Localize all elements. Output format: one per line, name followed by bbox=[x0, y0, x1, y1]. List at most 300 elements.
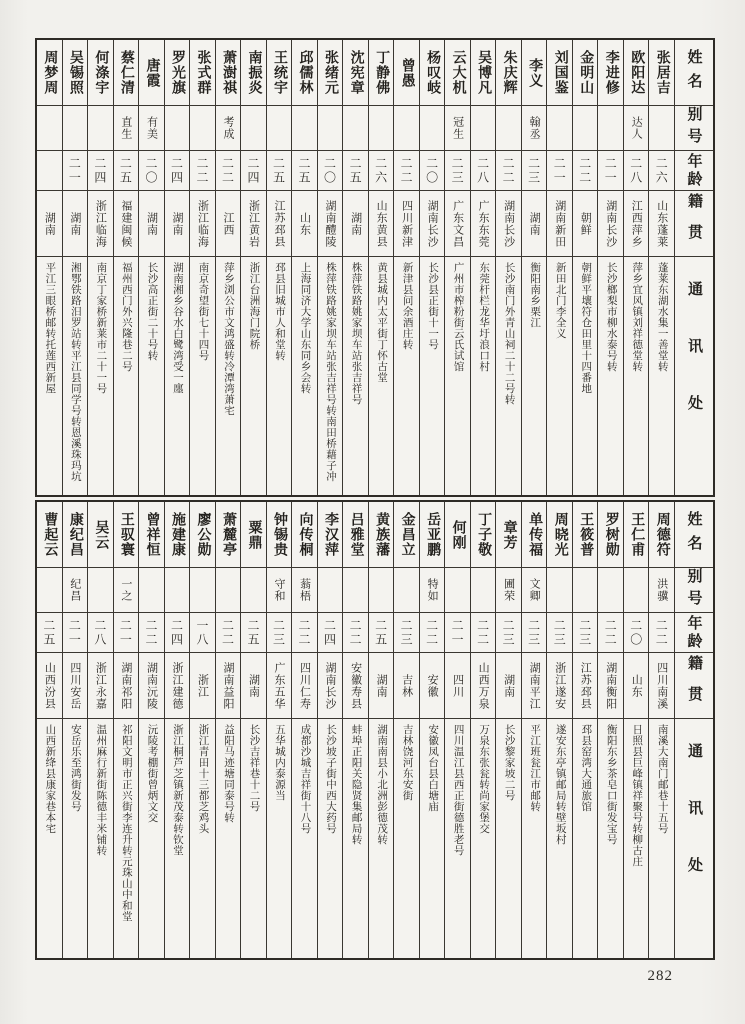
header-native: 籍贯 bbox=[675, 191, 713, 257]
header-column bbox=[675, 502, 713, 958]
person-column bbox=[522, 502, 548, 958]
person-address: 衡阳东乡茶皂口街发宝号 bbox=[605, 724, 617, 845]
person-name: 罗树勋 bbox=[598, 502, 623, 568]
person-age: 二二 bbox=[139, 613, 164, 653]
person-native-place: 湖南益阳 bbox=[216, 653, 241, 719]
table-section-bottom bbox=[35, 500, 715, 960]
person-address: 益阳马迹塘同泰号转 bbox=[222, 724, 234, 823]
person-native-place: 湖南 bbox=[241, 653, 266, 719]
person-column bbox=[369, 40, 395, 495]
person-name: 吴锡照 bbox=[63, 40, 88, 106]
person-alias bbox=[63, 106, 88, 151]
person-alias bbox=[241, 568, 266, 613]
person-address: 平江班瓮江市邮转 bbox=[529, 724, 541, 812]
person-column bbox=[394, 502, 420, 958]
person-address: 浙江桐芦芝镇新茂泰转钦堂 bbox=[171, 724, 183, 856]
person-native-place: 浙江黄岩 bbox=[241, 191, 266, 257]
person-column bbox=[292, 40, 318, 495]
person-alias bbox=[649, 106, 674, 151]
person-native-place: 山西万泉 bbox=[471, 653, 496, 719]
person-column bbox=[445, 40, 471, 495]
person-alias: 特如 bbox=[420, 568, 445, 613]
person-alias bbox=[573, 106, 598, 151]
person-native-place: 山东蓬莱 bbox=[649, 191, 674, 257]
person-age: 二三 bbox=[522, 151, 547, 191]
person-native-place: 四川 bbox=[445, 653, 470, 719]
header-alias: 别号 bbox=[675, 568, 713, 613]
person-native-place: 湖南祁阳 bbox=[114, 653, 139, 719]
person-age: 二三 bbox=[496, 613, 521, 653]
person-address: 沅陵考棚街曾炳文交 bbox=[146, 724, 158, 823]
person-name: 罗光旗 bbox=[165, 40, 190, 106]
person-age: 二〇 bbox=[318, 151, 343, 191]
person-column bbox=[420, 40, 446, 495]
person-age: 一八 bbox=[190, 613, 215, 653]
person-column bbox=[496, 40, 522, 495]
person-native-place: 湖南新田 bbox=[547, 191, 572, 257]
person-name: 周梦周 bbox=[37, 40, 62, 106]
person-age: 二三 bbox=[267, 613, 292, 653]
directory-table bbox=[35, 38, 715, 960]
person-age: 二一 bbox=[445, 613, 470, 653]
person-name: 康纪昌 bbox=[63, 502, 88, 568]
person-name: 曾祥恒 bbox=[139, 502, 164, 568]
person-alias bbox=[165, 106, 190, 151]
person-column bbox=[139, 502, 165, 958]
person-alias bbox=[190, 106, 215, 151]
person-column bbox=[573, 40, 599, 495]
person-alias bbox=[37, 568, 62, 613]
person-alias bbox=[394, 106, 419, 151]
person-column bbox=[190, 502, 216, 958]
person-alias: 圃荣 bbox=[496, 568, 521, 613]
person-native-place: 湖南长沙 bbox=[598, 191, 623, 257]
person-address: 新津县问余酒庄转 bbox=[401, 262, 413, 350]
person-age: 二二 bbox=[394, 151, 419, 191]
person-name: 王驭寰 bbox=[114, 502, 139, 568]
person-age: 二八 bbox=[88, 613, 113, 653]
person-name: 刘国鉴 bbox=[547, 40, 572, 106]
person-age: 二一 bbox=[114, 613, 139, 653]
person-age: 二〇 bbox=[624, 613, 649, 653]
person-address: 祁阳文明市正兴街李连升转元珠山中和堂 bbox=[120, 724, 132, 922]
person-alias bbox=[343, 568, 368, 613]
person-name: 邱儒林 bbox=[292, 40, 317, 106]
person-name: 黄族藩 bbox=[369, 502, 394, 568]
person-column bbox=[190, 40, 216, 495]
person-address: 萍乡宜风镇刘祥德堂转 bbox=[631, 262, 643, 372]
person-address: 吉林饶河东安街 bbox=[401, 724, 413, 801]
person-column bbox=[165, 40, 191, 495]
person-column bbox=[420, 502, 446, 958]
person-column bbox=[598, 40, 624, 495]
header-age: 年龄 bbox=[675, 613, 713, 653]
person-column bbox=[165, 502, 191, 958]
person-column bbox=[471, 502, 497, 958]
person-column bbox=[37, 40, 63, 495]
person-column bbox=[471, 40, 497, 495]
person-address: 湘鄂铁路汨罗站转平江县同学号转恩溪珠玛坑 bbox=[69, 262, 81, 482]
person-column bbox=[88, 502, 114, 958]
person-native-place: 湖南 bbox=[522, 191, 547, 257]
person-age: 二五 bbox=[292, 151, 317, 191]
person-name: 萧澍祺 bbox=[216, 40, 241, 106]
person-address: 温州麻行新街陈德丰米铺转 bbox=[95, 724, 107, 856]
person-alias bbox=[420, 106, 445, 151]
person-name: 欧阳达 bbox=[624, 40, 649, 106]
person-column bbox=[318, 40, 344, 495]
header-column bbox=[675, 40, 713, 495]
person-address: 湖南南县小北洲彭德茂转 bbox=[376, 724, 388, 845]
person-age: 二二 bbox=[420, 613, 445, 653]
person-native-place: 江西萍乡 bbox=[624, 191, 649, 257]
person-native-place: 山东黄县 bbox=[369, 191, 394, 257]
person-address: 长沙黎家坡二号 bbox=[503, 724, 515, 801]
person-alias bbox=[241, 106, 266, 151]
person-alias: 考成 bbox=[216, 106, 241, 151]
person-name: 杨叹岐 bbox=[420, 40, 445, 106]
person-name: 廖公勋 bbox=[190, 502, 215, 568]
person-name: 丁静佛 bbox=[369, 40, 394, 106]
person-column bbox=[343, 40, 369, 495]
person-native-place: 湖南衡阳 bbox=[598, 653, 623, 719]
person-name: 曾愚 bbox=[394, 40, 419, 106]
person-address: 日照县巨峰镇祥聚号转柳古庄 bbox=[631, 724, 643, 867]
person-address: 山西新绛县康家巷本宅 bbox=[44, 724, 56, 834]
person-alias bbox=[624, 568, 649, 613]
person-age: 二二 bbox=[216, 613, 241, 653]
person-column bbox=[496, 502, 522, 958]
person-alias bbox=[292, 106, 317, 151]
person-column bbox=[318, 502, 344, 958]
person-age: 二一 bbox=[598, 151, 623, 191]
person-name: 王筱普 bbox=[573, 502, 598, 568]
person-address: 黄县城内太平街丁怀古堂 bbox=[376, 262, 388, 383]
person-age: 二二 bbox=[343, 613, 368, 653]
person-name: 吴博凡 bbox=[471, 40, 496, 106]
person-address: 成都沙城吉祥街十八号 bbox=[299, 724, 311, 834]
person-column bbox=[598, 502, 624, 958]
person-name: 粟鼎 bbox=[241, 502, 266, 568]
person-native-place: 江西 bbox=[216, 191, 241, 257]
person-age: 二二 bbox=[190, 151, 215, 191]
person-column bbox=[139, 40, 165, 495]
person-address: 湖南湘乡谷水白鹭湾受一廛 bbox=[171, 262, 183, 394]
person-column bbox=[624, 40, 650, 495]
person-address: 万泉东张瓮转尚家堡交 bbox=[478, 724, 490, 834]
person-age: 二八 bbox=[471, 151, 496, 191]
person-alias bbox=[139, 568, 164, 613]
person-native-place: 江苏邳县 bbox=[573, 653, 598, 719]
person-alias bbox=[471, 106, 496, 151]
person-native-place: 安徽寿县 bbox=[343, 653, 368, 719]
person-alias bbox=[445, 568, 470, 613]
person-native-place: 湖南长沙 bbox=[496, 191, 521, 257]
person-age: 二四 bbox=[241, 151, 266, 191]
header-age: 年龄 bbox=[675, 151, 713, 191]
person-native-place: 四川安岳 bbox=[63, 653, 88, 719]
person-native-place: 湖南平江 bbox=[522, 653, 547, 719]
person-alias bbox=[190, 568, 215, 613]
person-column bbox=[547, 40, 573, 495]
person-column bbox=[573, 502, 599, 958]
person-native-place: 湖南 bbox=[369, 653, 394, 719]
person-alias bbox=[88, 568, 113, 613]
person-alias: 守和 bbox=[267, 568, 292, 613]
person-alias: 蓊梧 bbox=[292, 568, 317, 613]
person-column bbox=[114, 502, 140, 958]
person-age: 二八 bbox=[624, 151, 649, 191]
person-native-place: 广东文昌 bbox=[445, 191, 470, 257]
person-address: 平江三眼桥邮转托莲西新屋 bbox=[44, 262, 56, 394]
person-alias: 翰丞 bbox=[522, 106, 547, 151]
person-native-place: 浙江临海 bbox=[190, 191, 215, 257]
person-age: 二二 bbox=[292, 613, 317, 653]
person-address: 长沙高正街二十号转 bbox=[146, 262, 158, 361]
person-native-place: 吉林 bbox=[394, 653, 419, 719]
person-age: 二三 bbox=[394, 613, 419, 653]
person-alias bbox=[573, 568, 598, 613]
person-native-place: 湖南 bbox=[139, 191, 164, 257]
person-name: 唐霞 bbox=[139, 40, 164, 106]
person-name: 何涤宇 bbox=[88, 40, 113, 106]
person-column bbox=[292, 502, 318, 958]
person-alias bbox=[598, 106, 623, 151]
person-age: 二四 bbox=[88, 151, 113, 191]
person-address: 萍乡浏公市文鸿盛转冷潭湾萧宅 bbox=[222, 262, 234, 416]
person-alias bbox=[343, 106, 368, 151]
person-name: 王仁甫 bbox=[624, 502, 649, 568]
person-address: 遂安东亭镇邮局转壁坂村 bbox=[554, 724, 566, 845]
person-name: 沈宪章 bbox=[343, 40, 368, 106]
person-age: 二三 bbox=[445, 151, 470, 191]
person-alias bbox=[496, 106, 521, 151]
person-native-place: 山东 bbox=[292, 191, 317, 257]
person-column bbox=[394, 40, 420, 495]
person-age: 二五 bbox=[369, 613, 394, 653]
person-native-place: 湖南 bbox=[165, 191, 190, 257]
person-name: 张式群 bbox=[190, 40, 215, 106]
person-name: 张绪元 bbox=[318, 40, 343, 106]
person-alias: 有美 bbox=[139, 106, 164, 151]
header-name: 姓名 bbox=[675, 502, 713, 568]
person-native-place: 湖南 bbox=[496, 653, 521, 719]
person-address: 衡阳南乡栗江 bbox=[529, 262, 541, 328]
person-native-place: 浙江建德 bbox=[165, 653, 190, 719]
person-age: 二二 bbox=[496, 151, 521, 191]
person-age: 二二 bbox=[598, 613, 623, 653]
person-alias bbox=[318, 568, 343, 613]
person-address: 安岳乐至鸿街发号 bbox=[69, 724, 81, 812]
person-column bbox=[216, 40, 242, 495]
person-address: 南溪大南门邮巷十五号 bbox=[656, 724, 668, 834]
person-native-place: 山西汾县 bbox=[37, 653, 62, 719]
person-age bbox=[37, 151, 62, 191]
person-column bbox=[241, 40, 267, 495]
person-name: 王统宇 bbox=[267, 40, 292, 106]
person-address: 朝鲜平壤符仓田里十四番地 bbox=[580, 262, 592, 394]
person-address: 四川温江县西正街德胜老号 bbox=[452, 724, 464, 856]
person-name: 钟锡贵 bbox=[267, 502, 292, 568]
person-column bbox=[624, 502, 650, 958]
person-native-place: 浙江遂安 bbox=[547, 653, 572, 719]
person-native-place: 湖南 bbox=[63, 191, 88, 257]
person-age: 二二 bbox=[216, 151, 241, 191]
person-native-place: 湖南醴陵 bbox=[318, 191, 343, 257]
person-alias bbox=[369, 106, 394, 151]
person-address: 五华城内泰源当 bbox=[274, 724, 286, 801]
person-age: 二五 bbox=[267, 151, 292, 191]
person-column bbox=[216, 502, 242, 958]
person-native-place: 湖南 bbox=[343, 191, 368, 257]
person-name: 向传桐 bbox=[292, 502, 317, 568]
person-alias: 直生 bbox=[114, 106, 139, 151]
person-native-place: 浙江永嘉 bbox=[88, 653, 113, 719]
person-name: 张居吉 bbox=[649, 40, 674, 106]
person-column bbox=[343, 502, 369, 958]
person-native-place: 浙江 bbox=[190, 653, 215, 719]
person-column bbox=[63, 502, 89, 958]
person-age: 二二 bbox=[573, 151, 598, 191]
person-column bbox=[267, 40, 293, 495]
person-name: 周晓光 bbox=[547, 502, 572, 568]
person-age: 二六 bbox=[369, 151, 394, 191]
person-address: 邳县窑湾大通旅馆 bbox=[580, 724, 592, 812]
person-address: 长沙榔梨市柳水泰号转 bbox=[605, 262, 617, 372]
person-name: 金明山 bbox=[573, 40, 598, 106]
person-alias: 达人 bbox=[624, 106, 649, 151]
person-alias: 洪骥 bbox=[649, 568, 674, 613]
person-alias bbox=[547, 106, 572, 151]
person-age: 二一 bbox=[63, 151, 88, 191]
person-alias bbox=[37, 106, 62, 151]
person-age: 二五 bbox=[343, 151, 368, 191]
person-native-place: 广东五华 bbox=[267, 653, 292, 719]
person-column bbox=[63, 40, 89, 495]
person-column bbox=[37, 502, 63, 958]
person-alias bbox=[547, 568, 572, 613]
person-name: 单传福 bbox=[522, 502, 547, 568]
person-name: 李义 bbox=[522, 40, 547, 106]
person-name: 周德符 bbox=[649, 502, 674, 568]
person-alias bbox=[318, 106, 343, 151]
person-age: 二三 bbox=[522, 613, 547, 653]
person-alias bbox=[267, 106, 292, 151]
person-name: 何刚 bbox=[445, 502, 470, 568]
person-alias: 冠生 bbox=[445, 106, 470, 151]
person-column bbox=[522, 40, 548, 495]
person-age: 二一 bbox=[547, 151, 572, 191]
person-age: 二四 bbox=[165, 613, 190, 653]
person-address: 南京奇望街七十四号 bbox=[197, 262, 209, 361]
person-native-place: 湖南长沙 bbox=[318, 653, 343, 719]
person-address: 蚌埠正阳关隐贤集邮局转 bbox=[350, 724, 362, 845]
header-name: 姓名 bbox=[675, 40, 713, 106]
person-address: 东莞杆栏龙华圩浪口村 bbox=[478, 262, 490, 372]
person-address: 福州西门外兴隆巷二号 bbox=[120, 262, 132, 372]
person-age: 二一 bbox=[63, 613, 88, 653]
person-name: 云大机 bbox=[445, 40, 470, 106]
person-name: 吴云 bbox=[88, 502, 113, 568]
person-name: 南振炎 bbox=[241, 40, 266, 106]
person-native-place: 湖南长沙 bbox=[420, 191, 445, 257]
page-number: 282 bbox=[647, 968, 673, 984]
person-age: 二二 bbox=[649, 613, 674, 653]
table-section-top bbox=[35, 38, 715, 497]
person-age: 二〇 bbox=[420, 151, 445, 191]
person-name: 萧麓亭 bbox=[216, 502, 241, 568]
person-native-place: 湖南 bbox=[37, 191, 62, 257]
header-address: 通讯处 bbox=[686, 743, 702, 914]
person-address: 邳县旧城市人和堂转 bbox=[274, 262, 286, 361]
person-address: 长沙吉祥巷十二号 bbox=[248, 724, 260, 812]
header-address: 通讯处 bbox=[686, 281, 702, 452]
person-age: 二二 bbox=[471, 613, 496, 653]
person-name: 岳亚鹏 bbox=[420, 502, 445, 568]
person-age: 二五 bbox=[241, 613, 266, 653]
person-name: 蔡仁清 bbox=[114, 40, 139, 106]
person-age: 二六 bbox=[649, 151, 674, 191]
person-address: 广州市榨粉街云氏试馆 bbox=[452, 262, 464, 372]
person-address: 安徽凤台县白塘庙 bbox=[427, 724, 439, 812]
person-address: 长沙县正街十一号 bbox=[427, 262, 439, 350]
person-native-place: 山东 bbox=[624, 653, 649, 719]
person-native-place: 安徽 bbox=[420, 653, 445, 719]
person-native-place: 四川新津 bbox=[394, 191, 419, 257]
header-native: 籍贯 bbox=[675, 653, 713, 719]
person-column bbox=[547, 502, 573, 958]
person-name: 曹起云 bbox=[37, 502, 62, 568]
person-name: 李汉萍 bbox=[318, 502, 343, 568]
person-alias bbox=[471, 568, 496, 613]
person-address: 浙江青田十三都芝鸡头 bbox=[197, 724, 209, 834]
person-column bbox=[88, 40, 114, 495]
person-age: 二四 bbox=[165, 151, 190, 191]
person-name: 金昌立 bbox=[394, 502, 419, 568]
person-alias: 纪昌 bbox=[63, 568, 88, 613]
person-address: 上海同济大学山东同乡会转 bbox=[299, 262, 311, 394]
person-age: 二五 bbox=[114, 151, 139, 191]
person-native-place: 湖南沅陵 bbox=[139, 653, 164, 719]
person-alias: 文卿 bbox=[522, 568, 547, 613]
person-native-place: 四川仁寿 bbox=[292, 653, 317, 719]
person-native-place: 福建闽候 bbox=[114, 191, 139, 257]
person-column bbox=[649, 40, 675, 495]
person-address: 浙江台洲海门院桥 bbox=[248, 262, 260, 350]
person-name: 丁子敬 bbox=[471, 502, 496, 568]
person-name: 李进修 bbox=[598, 40, 623, 106]
person-native-place: 广东东莞 bbox=[471, 191, 496, 257]
person-address: 长沙坡子街中西大药号 bbox=[325, 724, 337, 834]
header-alias: 别号 bbox=[675, 106, 713, 151]
person-alias bbox=[369, 568, 394, 613]
person-native-place: 浙江临海 bbox=[88, 191, 113, 257]
person-native-place: 四川南溪 bbox=[649, 653, 674, 719]
person-address: 新田北门李全义 bbox=[554, 262, 566, 339]
person-native-place: 朝鲜 bbox=[573, 191, 598, 257]
person-age: 二三 bbox=[573, 613, 598, 653]
person-address: 南京丁家桥新莱市二十一号 bbox=[95, 262, 107, 394]
person-age: 二〇 bbox=[139, 151, 164, 191]
person-column bbox=[241, 502, 267, 958]
person-name: 朱庆辉 bbox=[496, 40, 521, 106]
person-name: 施建康 bbox=[165, 502, 190, 568]
person-native-place: 江苏邳县 bbox=[267, 191, 292, 257]
person-column bbox=[649, 502, 675, 958]
person-age: 二三 bbox=[547, 613, 572, 653]
person-age: 二五 bbox=[37, 613, 62, 653]
person-name: 吕雅堂 bbox=[343, 502, 368, 568]
